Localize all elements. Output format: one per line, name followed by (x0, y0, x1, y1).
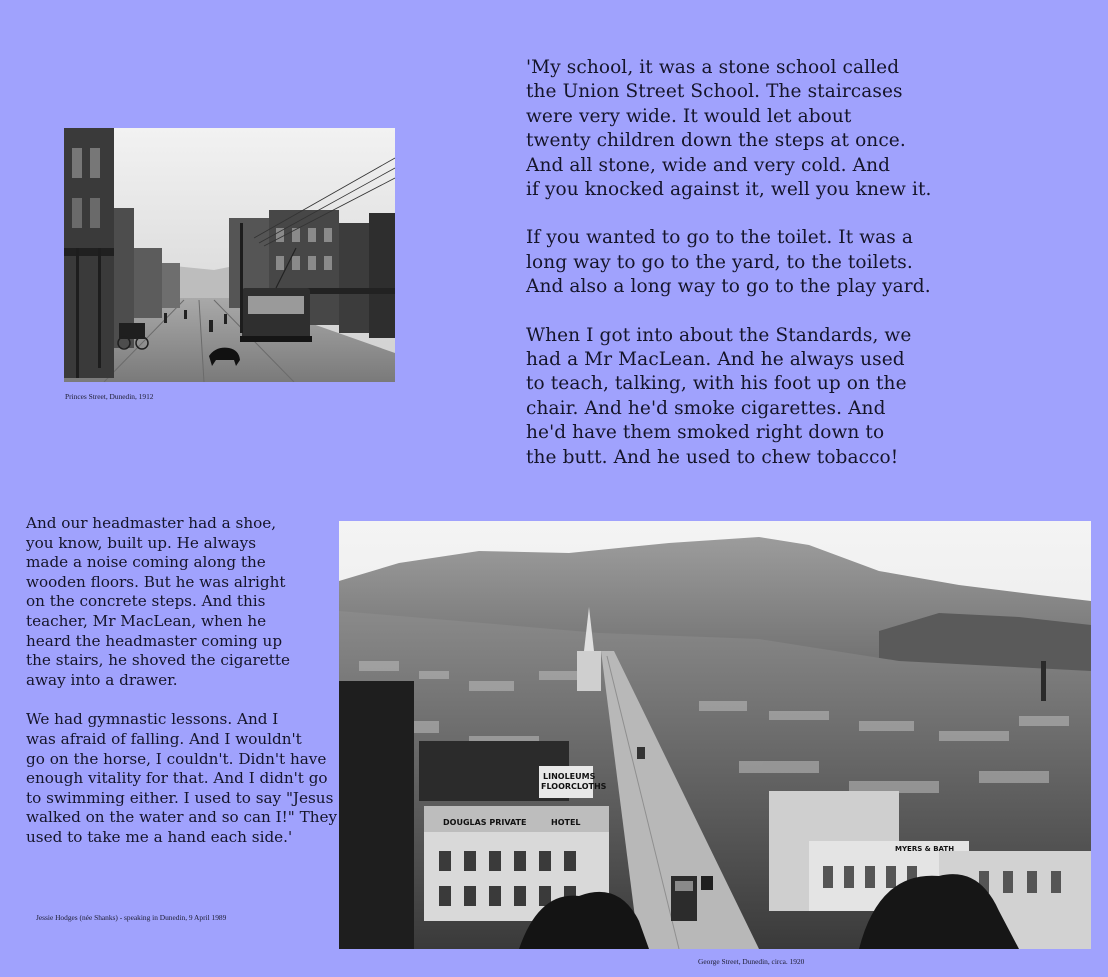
quote-line: if you knocked against it, well you knew it. (526, 179, 932, 201)
george-street-photo-image (339, 521, 1091, 949)
quote-line: heard the headmaster coming up (26, 631, 283, 650)
quote-bottom (26, 514, 341, 868)
quote-top (526, 56, 1096, 494)
quote-line: had a Mr MacLean. And he always used (526, 349, 905, 371)
quote-top-paragraph-2 (526, 226, 1096, 299)
quote-line: were very wide. It would let about (526, 105, 852, 127)
quote-line: the butt. And he used to chew tobacco! (526, 446, 899, 468)
quote-line: to swimming either. I used to say "Jesus (26, 788, 334, 807)
myers-sign: MYERS & BATH (895, 845, 955, 853)
quote-line: away into a drawer. (26, 670, 178, 689)
quote-line: twenty children down the steps at once. (526, 130, 906, 152)
quote-top-paragraph-3 (526, 324, 1096, 470)
hotel-sign-left: DOUGLAS PRIVATE (443, 818, 527, 827)
quote-line: And all stone, wide and very cold. And (526, 154, 891, 176)
quote-line: wooden floors. But he was alright (26, 572, 286, 591)
princes-street-photo-image (64, 128, 395, 382)
george-street-caption: George Street, Dunedin, circa. 1920 (698, 957, 805, 966)
quote-line: 'My school, it was a stone school called (526, 57, 900, 78)
quote-line: enough vitality for that. And I didn't go (26, 769, 328, 788)
quote-line: teacher, Mr MacLean, when he (26, 611, 267, 630)
linoleums-sign: LINOLEUMS (543, 772, 596, 781)
quote-line: We had gymnastic lessons. And I (26, 710, 279, 729)
quote-line: And also a long way to go to the play yard. (526, 276, 931, 298)
quote-line: the Union Street School. The staircases (526, 81, 903, 103)
quote-line: go on the horse, I couldn't. Didn't have (26, 749, 327, 768)
floorcloths-sign: FLOORCLOTHS (541, 782, 607, 791)
quote-top-paragraph-1 (526, 56, 1096, 202)
quote-line: chair. And he'd smoke cigarettes. And (526, 397, 886, 419)
princes-street-photo (64, 128, 395, 382)
quote-line: used to take me a hand each side.' (26, 827, 293, 846)
george-street-photo (339, 521, 1091, 949)
quote-line: If you wanted to go to the toilet. It was a (526, 227, 913, 249)
quote-line: was afraid of falling. And I wouldn't (26, 729, 302, 748)
quote-line: the stairs, he shoved the cigarette (26, 651, 290, 670)
quote-line: And our headmaster had a shoe, (26, 514, 277, 532)
quote-line: he'd have them smoked right down to (526, 422, 885, 444)
quote-bottom-paragraph-2 (26, 710, 341, 847)
princes-street-caption: Princes Street, Dunedin, 1912 (65, 392, 154, 401)
quote-line: When I got into about the Standards, we (526, 324, 912, 346)
quote-line: long way to go to the yard, to the toilets. (526, 251, 913, 273)
quote-line: to teach, talking, with his foot up on the (526, 373, 907, 395)
quote-line: you know, built up. He always (26, 533, 257, 552)
attribution: Jessie Hodges (née Shanks) - speaking in Dunedin, 9 April 1989 (36, 913, 227, 922)
quote-bottom-paragraph-1 (26, 514, 341, 690)
quote-line: made a noise coming along the (26, 553, 266, 572)
quote-line: on the concrete steps. And this (26, 592, 266, 611)
quote-line: walked on the water and so can I!" They (26, 808, 338, 827)
hotel-sign-right: HOTEL (551, 818, 581, 827)
